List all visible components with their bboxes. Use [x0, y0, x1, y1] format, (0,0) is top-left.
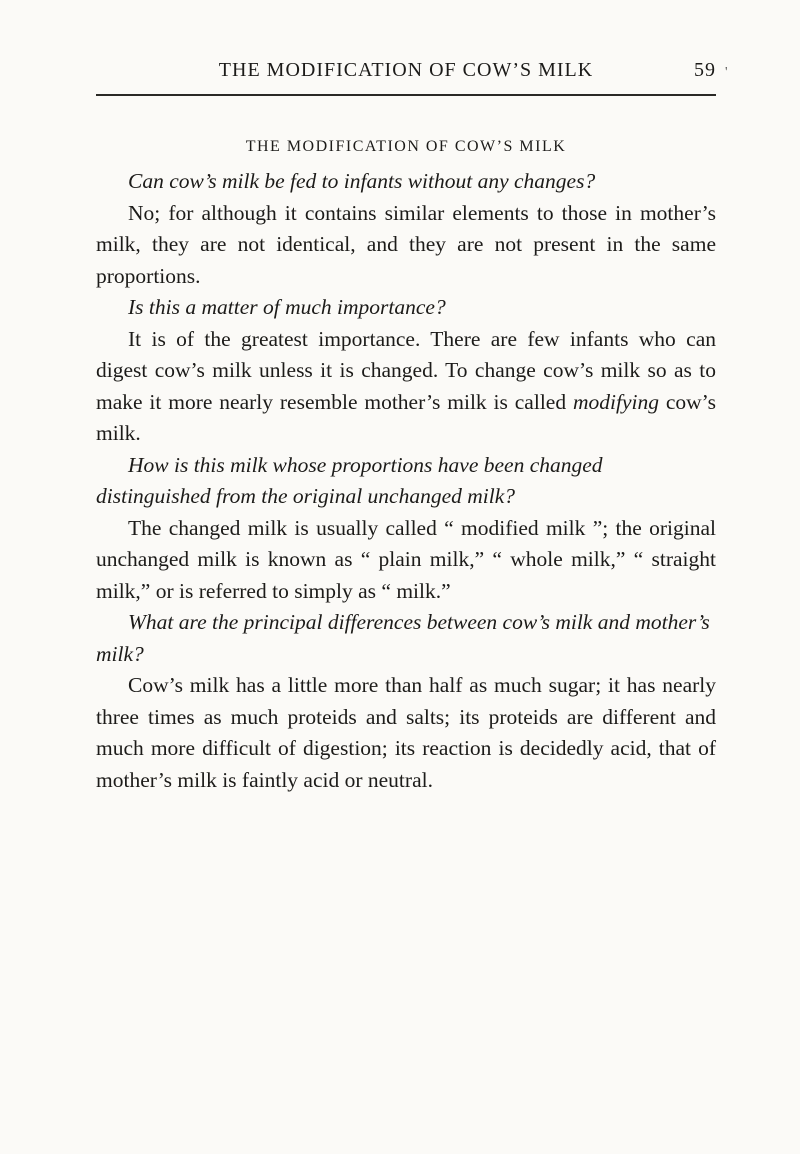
running-head [96, 56, 716, 88]
header-rule [96, 94, 716, 96]
page-number: 59 [694, 59, 716, 81]
question-3: How is this milk whose proportions have been changed distinguished from the original unchanged milk? [96, 452, 603, 508]
question-1: Can cow’s milk be fed to infants without any changes? [128, 169, 596, 193]
qa-body [96, 166, 716, 796]
question-4: What are the principal differences between cow’s milk and mother’s milk? [96, 610, 710, 666]
section-heading: THE MODIFICATION OF COW’S MILK [245, 138, 567, 155]
question-2: Is this a matter of much importance? [128, 295, 446, 319]
margin-mark: ' [725, 65, 728, 80]
answer-2: It is of the greatest importance. There are few infants who can digest cow’s milk unless it is changed. To change cow’s milk so as to make it more nearly resemble mother’s milk is called modifying cow’s milk. [96, 326, 716, 445]
book-page [96, 56, 716, 796]
emphasis-term: modifying [572, 389, 659, 414]
answer-1: No; for although it contains similar elements to those in mother’s milk, they are not identical, and they are not present in the same proportions. [96, 200, 716, 288]
answer-3: The changed milk is usually called “ modified milk ”; the original unchanged milk is known as “ plain milk,” “ whole milk,” “ straight milk,” or is referred to simply as “ milk.” [96, 515, 716, 603]
running-title: THE MODIFICATION OF COW’S MILK [218, 59, 594, 81]
answer-4: Cow’s milk has a little more than half as much sugar; it has nearly three times as much proteids and salts; its proteids are different and much more difficult of digestion; its reaction is decidedly acid, that of mother’s milk is faintly acid or neutral. [96, 673, 716, 792]
